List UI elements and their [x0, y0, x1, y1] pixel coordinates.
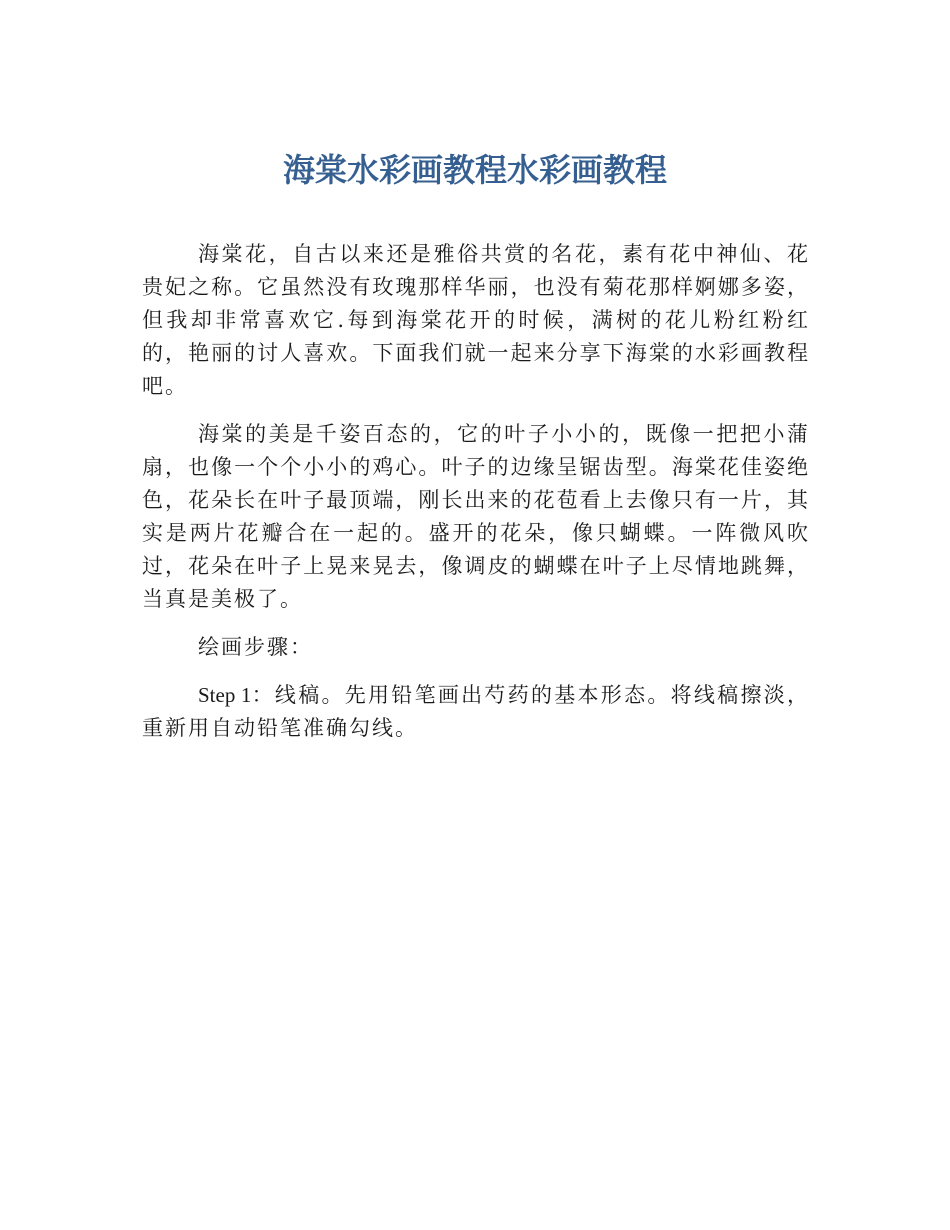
paragraph-step-1	[142, 679, 810, 745]
paragraph-description: 海棠的美是千姿百态的，它的叶子小小的，既像一把把小蒲扇，也像一个个小小的鸡心。叶子的边缘呈锯齿型。海棠花佳姿绝色，花朵长在叶子最顶端，刚长出来的花苞看上去像只有一片，其实是两片花瓣合在一起的。盛开的花朵，像只蝴蝶。一阵微风吹过，花朵在叶子上晃来晃去，像调皮的蝴蝶在叶子上尽情地跳舞，当真是美极了。	[142, 422, 810, 611]
document-body	[142, 238, 810, 760]
step-1-label: Step 1	[198, 683, 252, 707]
paragraph-steps-heading: 绘画步骤：	[198, 635, 313, 659]
step-1-text: ：线稿。先用铅笔画出芍药的基本形态。将线稿擦淡，重新用自动铅笔准确勾线。	[142, 683, 811, 740]
paragraph-intro: 海棠花，自古以来还是雅俗共赏的名花，素有花中神仙、花贵妃之称。它虽然没有玫瑰那样华丽，也没有菊花那样婀娜多姿，但我却非常喜欢它.每到海棠花开的时候，满树的花儿粉红粉红的，艳丽的讨人喜欢。下面我们就一起来分享下海棠的水彩画教程吧。	[142, 242, 810, 398]
document-title: 海棠水彩画教程水彩画教程	[282, 151, 667, 189]
